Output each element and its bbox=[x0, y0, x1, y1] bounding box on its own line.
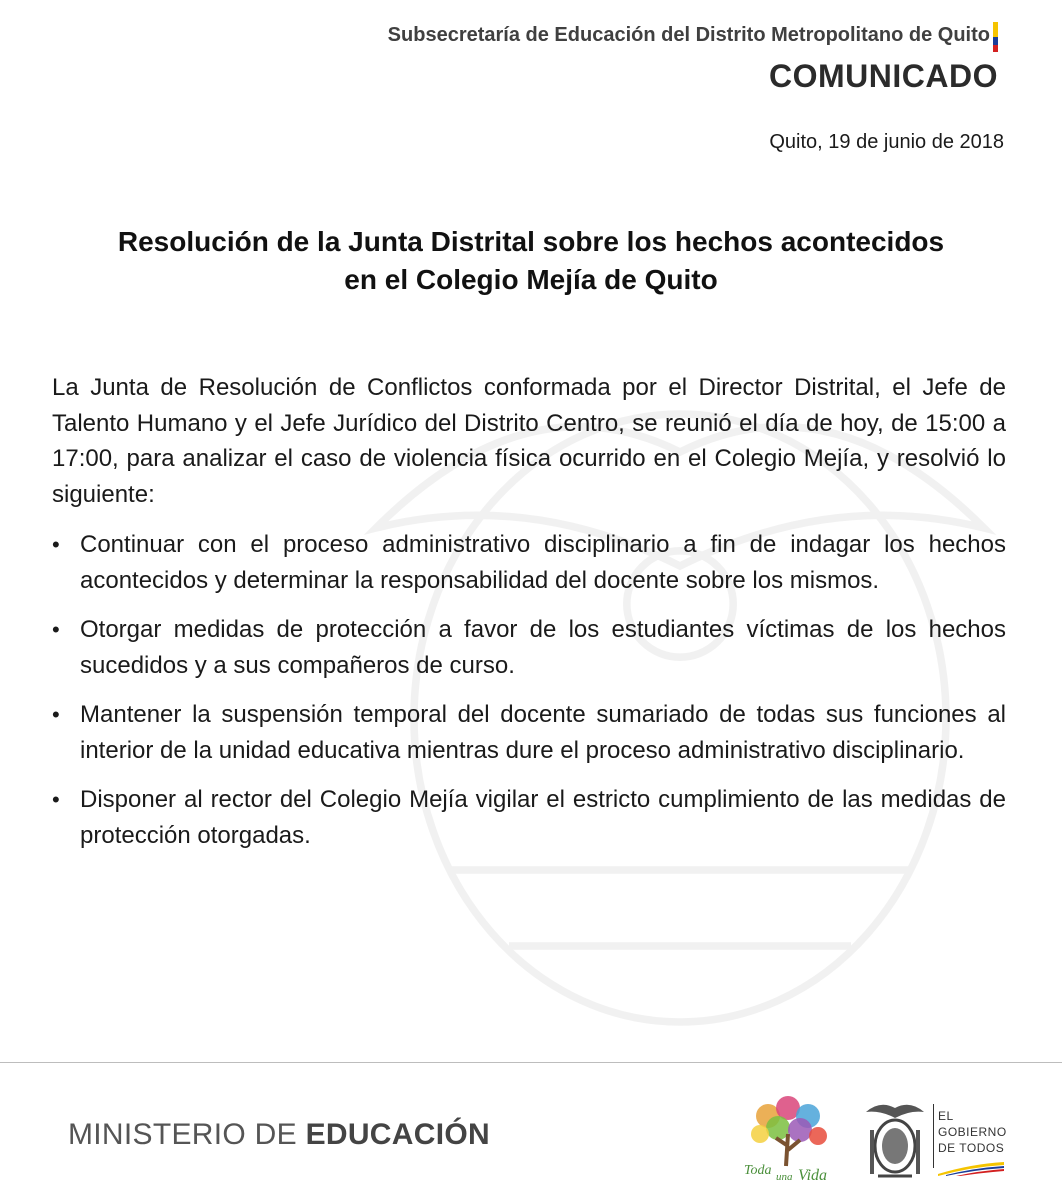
footer-divider bbox=[0, 1062, 1062, 1063]
resolution-list bbox=[52, 527, 1006, 867]
ecuador-coat-of-arms-icon bbox=[860, 1096, 930, 1184]
intro-paragraph: La Junta de Resolución de Conflictos conformada por el Director Distrital, el Jefe de Talento Humano y el Jefe Jurídico del Distrito Centro, se reunió el día de hoy, de 15:00 a 17:00, para analizar el caso de violencia física ocurrido en el Colegio Mejía, y resolvió lo siguiente: bbox=[52, 374, 1006, 508]
list-item: • Otorgar medidas de protección a favor de los estudiantes víctimas de los hechos sucedidos y a sus compañeros de curso. bbox=[52, 612, 1006, 683]
document-title bbox=[40, 223, 1022, 299]
document-date: Quito, 19 de junio de 2018 bbox=[769, 131, 1004, 153]
bullet-icon: • bbox=[52, 787, 60, 812]
list-item: • Disponer al rector del Colegio Mejía vigilar el estricto cumplimiento de las medidas de protección otorgadas. bbox=[52, 782, 1006, 853]
svg-text:una: una bbox=[776, 1171, 793, 1183]
header-organization: Subsecretaría de Educación del Distrito Metropolitano de Quito bbox=[387, 24, 990, 46]
svg-text:Toda: Toda bbox=[744, 1163, 772, 1178]
ministry-logo-text: MINISTERIO DE EDUCACIÓN bbox=[68, 1118, 490, 1151]
document-title-line-1: Resolución de la Junta Distrital sobre los hechos acontecidos bbox=[117, 226, 945, 257]
gobierno-divider bbox=[933, 1104, 934, 1168]
bullet-icon: • bbox=[52, 532, 60, 557]
flag-stripe-icon bbox=[993, 22, 998, 52]
gobierno-flag-swoosh-icon bbox=[938, 1162, 1004, 1176]
svg-text:Vida: Vida bbox=[798, 1167, 828, 1184]
list-item: • Continuar con el proceso administrativo disciplinario a fin de indagar los hechos acontecidos y determinar la responsabilidad del docente sobre los mismos. bbox=[52, 527, 1006, 598]
bullet-icon: • bbox=[52, 702, 60, 727]
toda-una-vida-tree-logo bbox=[738, 1094, 838, 1186]
document-title-line-2: en el Colegio Mejía de Quito bbox=[344, 264, 718, 295]
list-item: • Mantener la suspensión temporal del docente sumariado de todas sus funciones al interior de la unidad educativa mientras dure el proceso administrativo disciplinario. bbox=[52, 697, 1006, 768]
header-title: COMUNICADO bbox=[769, 58, 998, 94]
gobierno-de-todos-logo: EL GOBIERNO DE TODOS bbox=[938, 1109, 1007, 1155]
bullet-icon: • bbox=[52, 617, 60, 642]
